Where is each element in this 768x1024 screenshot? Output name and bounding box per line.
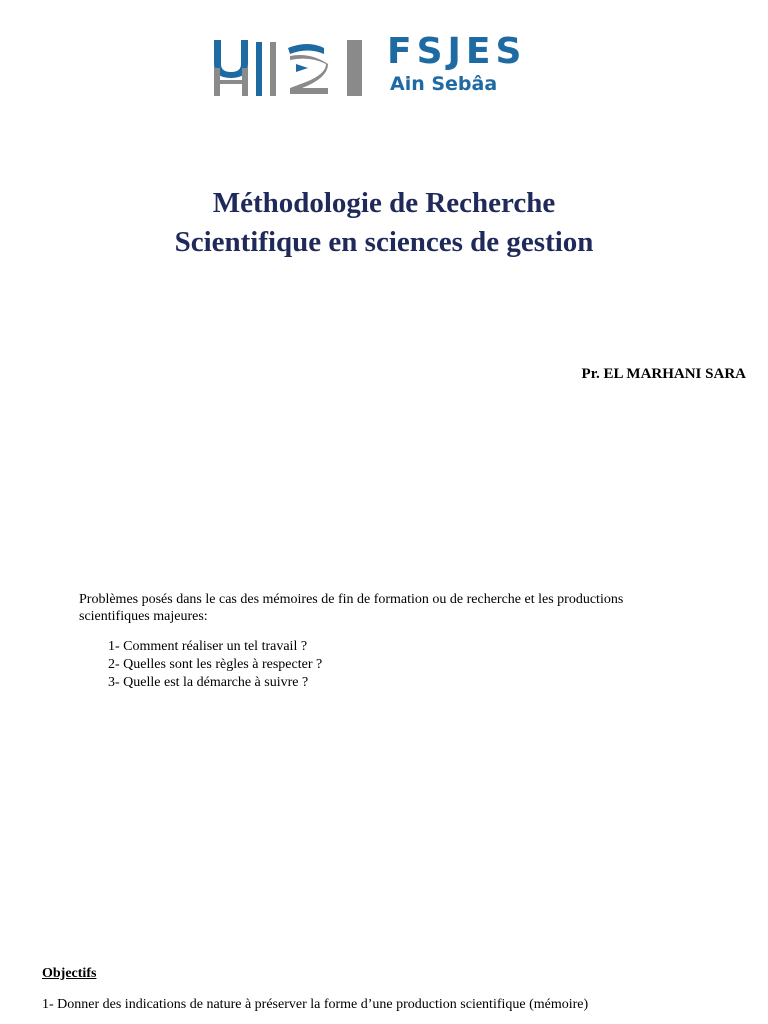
title-line-1: Méthodologie de Recherche <box>212 187 556 219</box>
questions-list <box>108 638 322 692</box>
brand-name: FSJES <box>387 31 527 72</box>
title-line-2: Scientifique en sciences de gestion <box>174 226 594 258</box>
list-item: 3- Quelle est la démarche à suivre ? <box>108 675 309 690</box>
brand-subtitle: Ain Sebâa <box>390 73 498 95</box>
objective-item: 1- Donner des indications de nature à préserver la forme d’une production scientifique (mémoire) <box>42 997 589 1012</box>
document-title <box>0 184 768 262</box>
objectives-heading: Objectifs <box>42 966 97 981</box>
list-item: 2- Quelles sont les règles à respecter ? <box>108 657 323 672</box>
list-item: 1- Comment réaliser un tel travail ? <box>108 639 308 654</box>
author-name: Pr. EL MARHANI SARA <box>581 366 746 382</box>
intro-paragraph: Problèmes posés dans le cas des mémoires de fin de formation ou de recherche et les productions scientifiques majeures: <box>79 592 624 624</box>
institution-logo <box>210 31 560 100</box>
uh2c-emblem-icon <box>210 38 380 100</box>
